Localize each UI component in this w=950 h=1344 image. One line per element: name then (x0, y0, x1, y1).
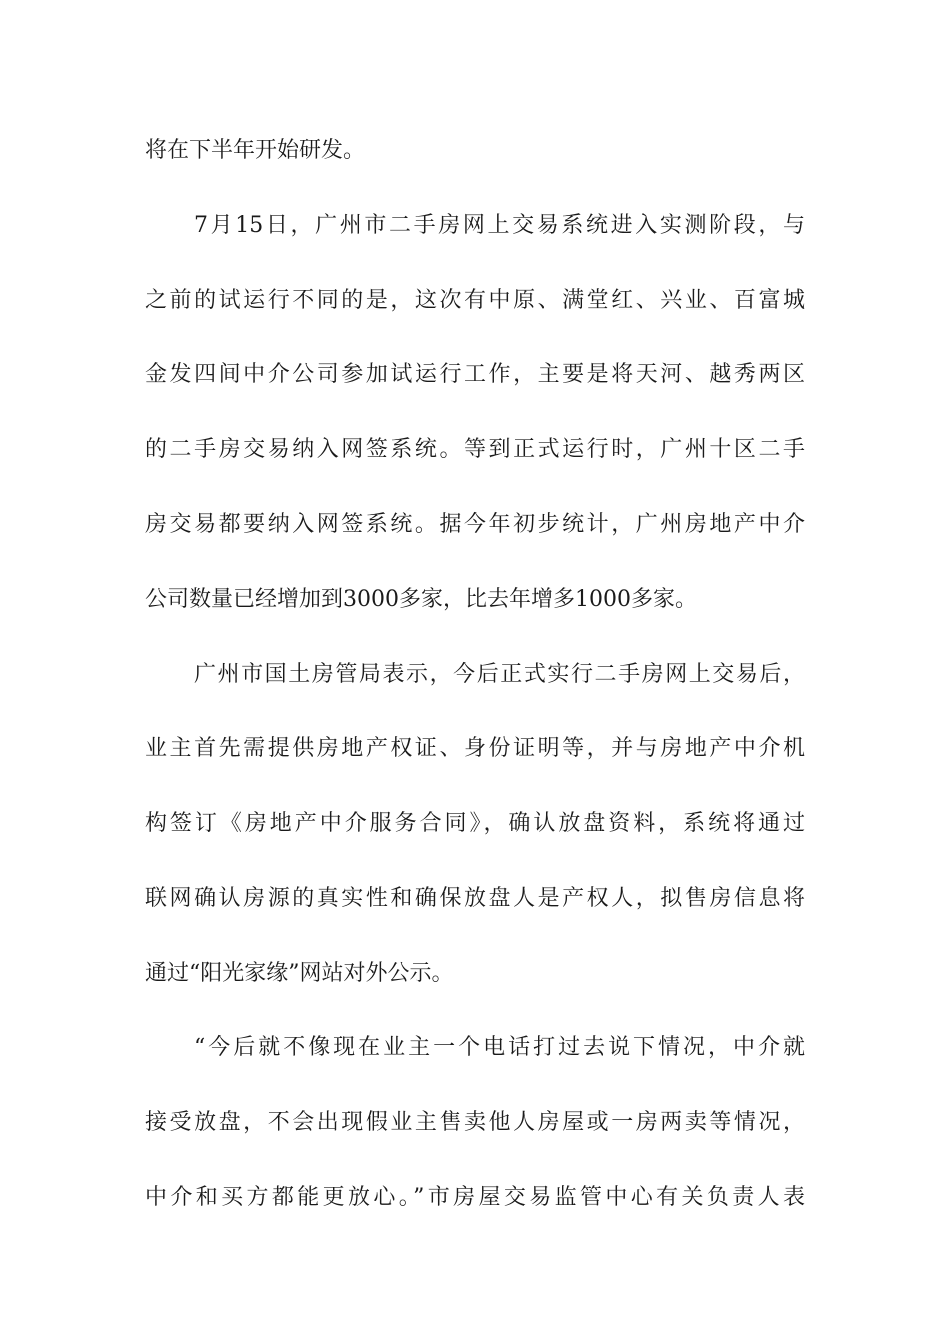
text-line: 联网确认房源的真实性和确保放盘人是产权人，拟售房信息将 (145, 886, 805, 911)
text-line: 公司数量已经增加到3000多家，比去年增多1000多家。 (145, 587, 697, 612)
text-line: 之前的试运行不同的是，这次有中原、满堂红、兴业、百富城 (145, 288, 805, 313)
text-line: 的二手房交易纳入网签系统。等到正式运行时，广州十区二手 (145, 437, 805, 462)
text-line: 将在下半年开始研发。 (145, 138, 366, 163)
text-line: 房交易都要纳入网签系统。据今年初步统计，广州房地产中介 (145, 512, 805, 537)
text-line: 中介和买方都能更放心。”市房屋交易监管中心有关负责人表 (145, 1185, 805, 1210)
text-line: 接受放盘，不会出现假业主售卖他人房屋或一房两卖等情况， (145, 1110, 805, 1135)
text-line: 通过“阳光家缘”网站对外公示。 (145, 961, 454, 986)
text-line: 构签订《房地产中介服务合同》，确认放盘资料，系统将通过 (145, 811, 805, 836)
text-line: 业主首先需提供房地产权证、身份证明等，并与房地产中介机 (145, 736, 805, 761)
text-line: “今后就不像现在业主一个电话打过去说下情况，中介就 (194, 1035, 805, 1060)
text-line: 广州市国土房管局表示，今后正式实行二手房网上交易后， (194, 662, 805, 687)
text-line: 金发四间中介公司参加试运行工作，主要是将天河、越秀两区 (145, 362, 805, 387)
text-line: 7月15日，广州市二手房网上交易系统进入实测阶段，与 (194, 213, 805, 238)
